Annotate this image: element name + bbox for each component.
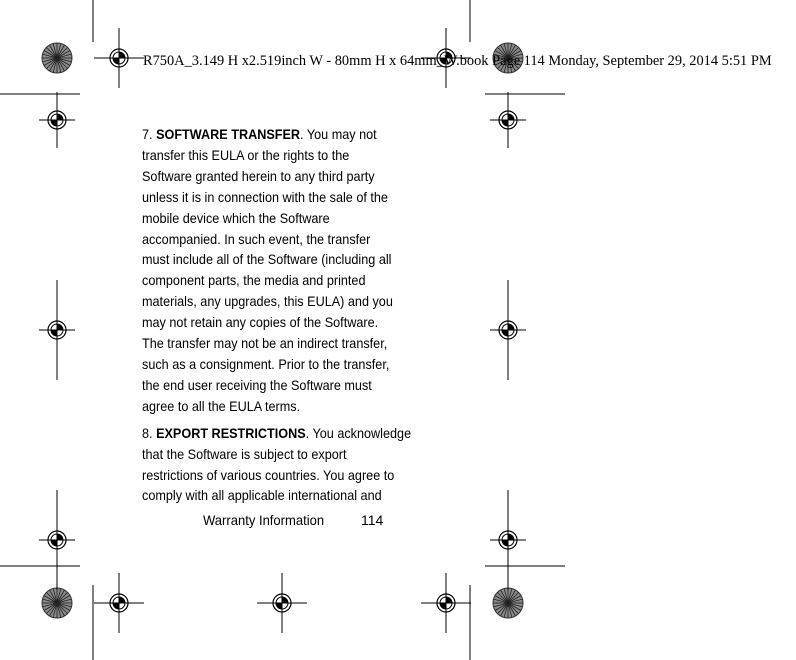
section-export-restrictions <box>142 424 412 508</box>
section-first-line <box>142 424 412 445</box>
section-first-line <box>142 125 402 146</box>
section-line: mobile device which the Software <box>142 210 330 226</box>
registration-target-icon <box>39 92 75 148</box>
section-title: SOFTWARE TRANSFER <box>156 127 301 142</box>
registration-starburst-icon <box>42 43 72 73</box>
section-text: . You may not <box>300 127 377 142</box>
section-title: EXPORT RESTRICTIONS <box>156 425 306 441</box>
section-line: restrictions of various countries. You agree to <box>142 467 395 483</box>
registration-target-icon <box>39 280 75 380</box>
registration-target-icon <box>490 280 526 380</box>
section-line: accompanied. In such event, the transfer <box>142 231 371 247</box>
section-text: . You acknowledge <box>305 425 412 441</box>
registration-target-icon <box>257 573 307 633</box>
section-software-transfer <box>142 125 402 418</box>
page-number: 114 <box>361 512 384 528</box>
registration-starburst-icon <box>493 588 523 618</box>
registration-target-icon <box>94 573 144 633</box>
section-line: materials, any upgrades, this EULA) and you <box>142 294 393 310</box>
section-line: The transfer may not be an indirect transfer, <box>142 336 388 352</box>
eula-body <box>142 125 412 513</box>
registration-starburst-icon <box>42 588 72 618</box>
section-line: may not retain any copies of the Software. <box>142 315 379 331</box>
section-line: that the Software is subject to export <box>142 446 347 462</box>
print-slug-header: R750A_3.149 H x2.519inch W - 80mm H x 64mm_W.book Page 114 Monday, September 29, 2014 5:51 PM <box>143 53 772 69</box>
section-line: unless it is in connection with the sale of the <box>142 189 388 205</box>
section-line: must include all of the Software (including all <box>142 252 392 268</box>
section-line: transfer this EULA or the rights to the <box>142 147 350 163</box>
registration-target-icon <box>490 490 526 590</box>
registration-target-icon <box>421 573 471 633</box>
section-line: the end user receiving the Software must <box>142 377 372 393</box>
registration-target-icon <box>490 92 526 148</box>
registration-target-icon <box>39 490 75 590</box>
section-line: Software granted herein to any third party <box>142 168 375 184</box>
section-line: comply with all applicable international and <box>142 488 382 504</box>
section-line: such as a consignment. Prior to the transfer, <box>142 356 390 372</box>
section-number: 7. <box>142 127 153 142</box>
section-number: 8. <box>142 425 153 441</box>
section-line: agree to all the EULA terms. <box>142 398 301 414</box>
footer-section-label: Warranty Information <box>203 512 325 528</box>
registration-target-icon <box>94 28 144 88</box>
section-line: component parts, the media and printed <box>142 273 366 289</box>
